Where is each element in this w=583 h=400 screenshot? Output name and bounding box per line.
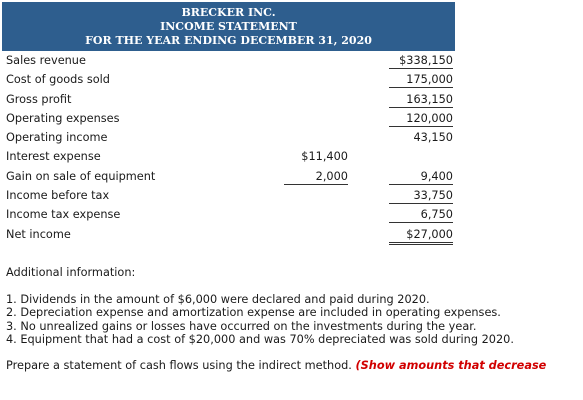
table-row: [2, 167, 455, 186]
row-label: Income tax expense: [6, 208, 121, 222]
statement-title: INCOME STATEMENT: [160, 20, 297, 33]
list-item: 4. Equipment that had a cost of $20,000 and was 70% depreciated was sold during 2020.: [6, 333, 514, 346]
row-label: Net income: [6, 227, 71, 241]
table-row: [2, 225, 455, 244]
table-row: [2, 186, 455, 205]
company-name: BRECKER INC.: [181, 6, 276, 19]
row-amount: 33,750: [389, 188, 453, 204]
income-statement: [2, 2, 455, 244]
row-label: Operating income: [6, 131, 108, 145]
statement-header: [2, 2, 455, 51]
row-amount: $27,000: [389, 227, 453, 245]
additional-information: [6, 266, 583, 372]
table-row: [2, 51, 455, 70]
table-row: [2, 128, 455, 147]
instruction-text: [6, 359, 583, 373]
table-row: [2, 147, 455, 166]
list-item: 3. No unrealized gains or losses have occurred on the investments during the year.: [6, 319, 477, 333]
row-label: Cost of goods sold: [6, 73, 110, 87]
row-amount: $338,150: [389, 53, 453, 69]
table-row: [2, 205, 455, 224]
table-row: [2, 109, 455, 128]
row-amount: 9,400: [389, 169, 453, 185]
instruction-highlight: (Show amounts that decrease: [355, 358, 547, 372]
row-label: Gain on sale of equipment: [6, 169, 156, 183]
row-amount: 120,000: [389, 111, 453, 127]
row-subamount: $11,400: [301, 150, 348, 164]
row-label: Operating expenses: [6, 111, 120, 125]
row-label: Sales revenue: [6, 54, 86, 67]
table-row: [2, 70, 455, 89]
row-label: Gross profit: [6, 92, 72, 106]
list-item: 2. Depreciation expense and amortization expense are included in operating expenses.: [6, 306, 501, 319]
statement-period: FOR THE YEAR ENDING DECEMBER 31, 2020: [85, 34, 372, 47]
row-amount: 6,750: [389, 207, 453, 223]
row-subamount: 2,000: [284, 169, 348, 185]
row-amount: 43,150: [413, 131, 453, 145]
instruction-main: Prepare a statement of cash flows using the indirect method.: [6, 358, 356, 372]
row-label: Income before tax: [6, 189, 110, 203]
row-amount: 163,150: [389, 92, 453, 108]
additional-info-list: [6, 293, 583, 347]
row-label: Interest expense: [6, 150, 101, 164]
additional-info-title: Additional information:: [6, 266, 136, 279]
row-amount: 175,000: [389, 72, 453, 88]
table-row: [2, 90, 455, 109]
list-item: 1. Dividends in the amount of $6,000 were declared and paid during 2020.: [6, 292, 430, 306]
